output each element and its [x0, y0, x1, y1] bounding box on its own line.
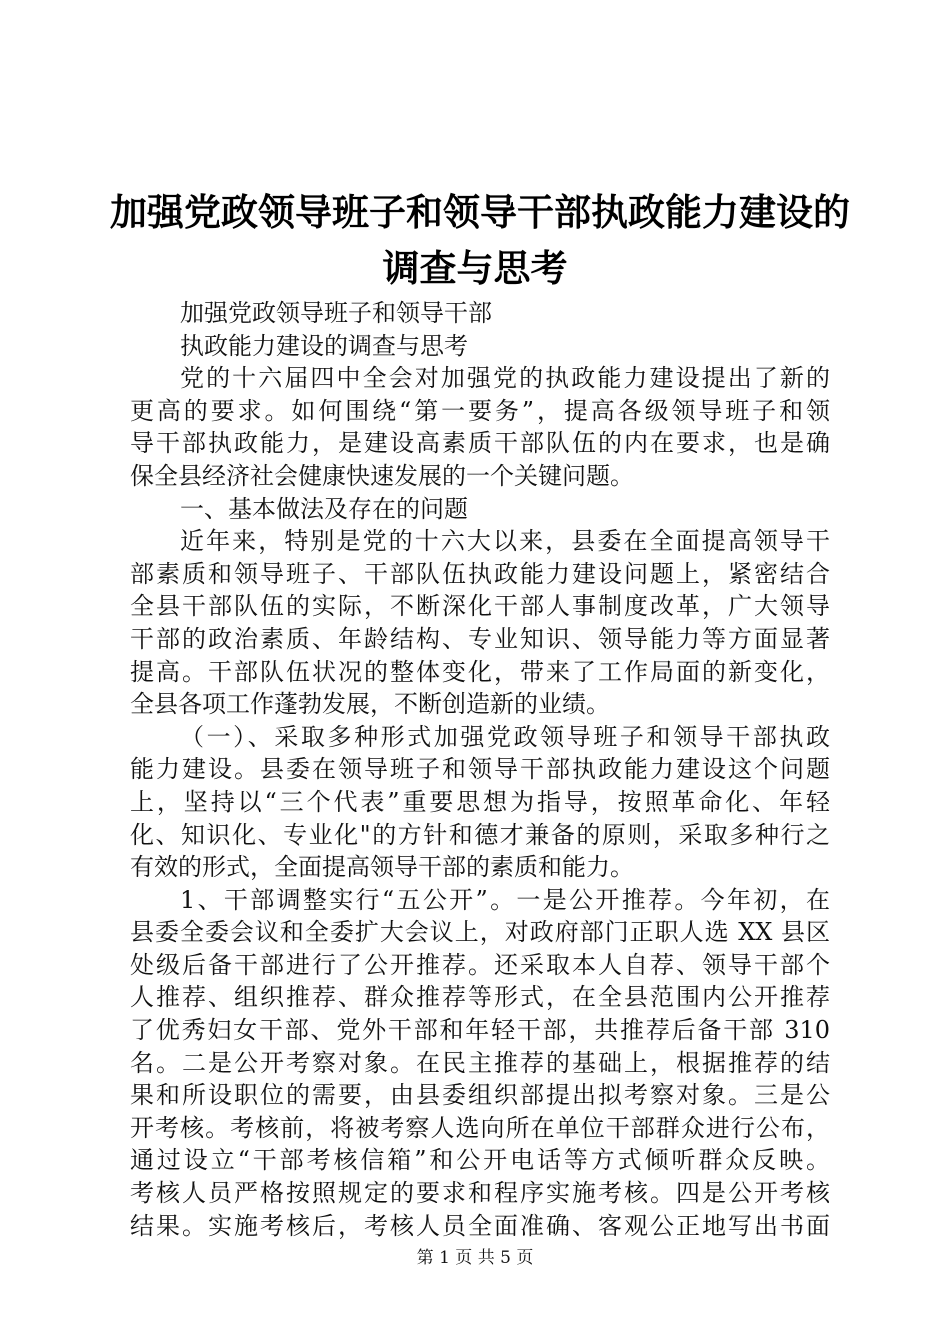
body-text-line: 化、知识化、专业化"的方针和德才兼备的原则，采取多种行之	[130, 820, 830, 849]
body-text-line: 更高的要求。如何围绕“第一要务”，提高各级领导班子和领	[130, 396, 830, 425]
body-text-line: 保全县经济社会健康快速发展的一个关键问题。	[130, 461, 634, 490]
body-text-line: 1、干部调整实行“五公开”。一是公开推荐。今年初，在	[180, 885, 830, 914]
body-text-line: 名。二是公开考察对象。在民主推荐的基础上，根据推荐的结	[130, 1048, 830, 1077]
body-text-line: 考核人员严格按照规定的要求和程序实施考核。四是公开考核	[130, 1179, 830, 1208]
body-text-line: 开考核。考核前，将被考察人选向所在单位干部群众进行公布，	[130, 1113, 830, 1142]
body-text-line: 县委全委会议和全委扩大会议上，对政府部门正职人选 XX 县区	[130, 918, 830, 947]
body-text-line: 全县各项工作蓬勃发展，不断创造新的业绩。	[130, 690, 610, 719]
body-text-line: 有效的形式，全面提高领导干部的素质和能力。	[130, 853, 634, 882]
body-text-line: 加强党政领导班子和领导干部	[180, 299, 492, 327]
body-text-line: 近年来，特别是党的十六大以来，县委在全面提高领导干	[180, 527, 830, 556]
body-text-line: 党的十六届四中全会对加强党的执政能力建设提出了新的	[180, 364, 830, 393]
body-text-line: 一、基本做法及存在的问题	[180, 494, 468, 523]
document-title-line-2: 调查与思考	[382, 246, 568, 290]
body-text-line: （一）、采取多种形式加强党政领导班子和领导干部执政	[180, 722, 830, 751]
body-text-line: 导干部执政能力，是建设高素质干部队伍的内在要求，也是确	[130, 429, 830, 458]
body-text-line: 干部的政治素质、年龄结构、专业知识、领导能力等方面显著	[130, 624, 830, 653]
body-text-line: 执政能力建设的调查与思考	[180, 331, 468, 360]
document-body	[130, 297, 830, 1242]
document-title-line-1: 加强党政领导班子和领导干部执政能力建设的	[110, 190, 850, 234]
body-text-line: 能力建设。县委在领导班子和领导干部执政能力建设这个问题	[130, 755, 830, 784]
body-text-line: 结果。实施考核后，考核人员全面准确、客观公正地写出书面	[130, 1211, 830, 1240]
body-text-line: 通过设立“干部考核信箱”和公开电话等方式倾听群众反映。	[130, 1146, 830, 1175]
body-text-line: 人推荐、组织推荐、群众推荐等形式，在全县范围内公开推荐	[130, 983, 830, 1012]
body-text-line: 处级后备干部进行了公开推荐。还采取本人自荐、领导干部个	[130, 950, 830, 979]
body-text-line: 了优秀妇女干部、党外干部和年轻干部，共推荐后备干部 310	[130, 1016, 830, 1045]
body-text-line: 提高。干部队伍状况的整体变化，带来了工作局面的新变化，	[130, 657, 830, 686]
page-footer: 第 1 页 共 5 页	[416, 1248, 534, 1268]
body-text-line: 果和所设职位的需要，由县委组织部提出拟考察对象。三是公	[130, 1081, 830, 1110]
body-text-line: 部素质和领导班子、干部队伍执政能力建设问题上，紧密结合	[130, 559, 830, 588]
body-text-line: 全县干部队伍的实际，不断深化干部人事制度改革，广大领导	[130, 592, 830, 621]
body-text-line: 上，坚持以“三个代表”重要思想为指导，按照革命化、年轻	[130, 787, 830, 816]
